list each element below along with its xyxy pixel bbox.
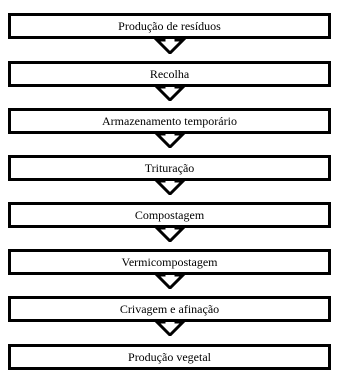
step-label: Produção de resíduos [118, 19, 221, 33]
step-crivagem-e-afinacao [8, 296, 331, 322]
step-recolha [8, 61, 331, 87]
step-producao-de-residuos [8, 13, 331, 39]
step-armazenamento-temporario [8, 108, 331, 134]
step-producao-vegetal [8, 344, 331, 370]
step-label: Produção vegetal [128, 350, 211, 364]
step-trituracao [8, 155, 331, 181]
step-label: Trituração [144, 161, 195, 175]
step-label: Armazenamento temporário [102, 114, 237, 128]
step-label: Recolha [149, 67, 190, 81]
step-compostagem [8, 202, 331, 228]
step-label: Crivagem e afinação [119, 302, 220, 316]
step-vermicompostagem [8, 249, 331, 275]
step-label: Vermicompostagem [121, 255, 218, 269]
step-label: Compostagem [134, 208, 205, 222]
